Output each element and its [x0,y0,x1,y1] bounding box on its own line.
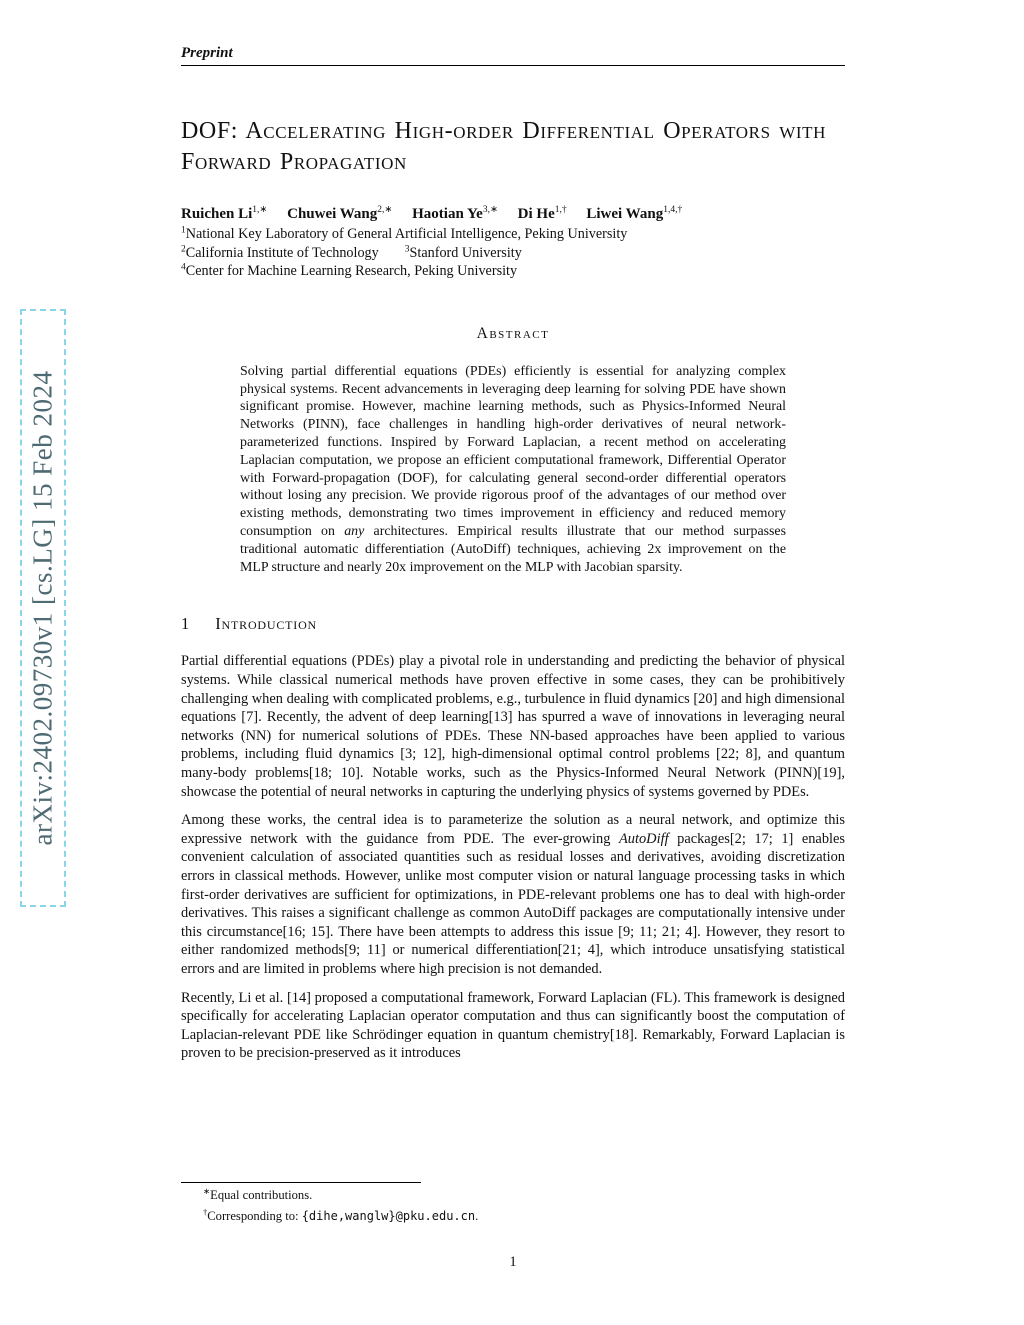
author-1 [181,206,267,222]
section-title: Introduction [215,614,318,634]
header-rule [181,65,845,66]
footnote-email: {dihe,wanglw}@pku.edu.cn [301,1208,476,1223]
footnote-marker: † [203,1206,208,1217]
footnote-text: Corresponding to: [207,1208,302,1223]
footnote-corresponding [181,1208,845,1225]
affiliation-text: California Institute of Technology [185,244,379,261]
author-superscript: 1,4,† [663,205,683,216]
affiliation-list [181,225,845,281]
intro-paragraph-2-part1: Among these works, the central idea is to parameterize the solution as a neural network, and optimize this expressive network with the guidance from PDE. The ever-growing [181,812,845,847]
author-5 [586,206,682,222]
author-name: Liwei Wang [586,206,664,223]
author-name: Haotian Ye [412,206,483,223]
paper-content-column [181,0,845,1063]
author-2 [287,206,392,222]
footnote-equal-contributions [181,1187,845,1204]
preprint-label: Preprint [181,45,233,61]
author-superscript: 1,∗ [252,205,268,216]
affiliation-text: Stanford University [409,244,522,261]
affiliation-superscript: 2 [181,244,186,255]
paper-title: DOF: Accelerating High-order Differential Operators with Forward Propagation [181,118,827,176]
affiliation-text: National Key Laboratory of General Artificial Intelligence, Peking University [185,226,628,243]
affiliation-line [181,262,845,281]
arxiv-watermark [20,309,66,907]
footnote-text-end: . [475,1208,479,1223]
affiliation-line [181,244,845,263]
abstract-text-part2: architectures. Empirical results illustrate that our method surpasses traditional automatic differentiation (AutoDiff) techniques, achieving 2x improvement on the MLP structure and nearly 20x improvement on the MLP with Jacobian sparsity. [240,524,786,575]
author-superscript: 2,∗ [377,205,393,216]
author-name: Di He [517,206,555,223]
footnote-marker: ∗ [203,1185,211,1196]
affiliation-superscript: 3 [404,244,410,255]
author-4 [518,206,567,222]
affiliation-superscript: 1 [181,225,186,236]
affiliation-line [181,225,845,244]
abstract-heading: Abstract [476,324,550,342]
author-name: Ruichen Li [181,206,253,223]
footnote-area [181,1182,845,1224]
author-superscript: 1,† [554,205,567,216]
author-superscript: 3,∗ [482,205,498,216]
abstract-text [240,363,786,577]
author-list [181,206,845,223]
affiliation-text: Center for Machine Learning Research, Peking University [185,263,518,280]
arxiv-watermark-text: arXiv:2402.09730v1 [cs.LG] 15 Feb 2024 [27,370,58,846]
intro-paragraph-2 [181,811,845,978]
section-number: 1 [181,614,190,634]
abstract-text-part1: Solving partial differential equations (PDEs) efficiently is essential for analyzing complex physical systems. Recent advancements in leveraging deep learning for solving PDE have shown significant promise. However, machine learning methods, such as Physics-Informed Neural Networks (PINN), face challenges in handling high-order derivatives of neural network-parameterized functions. Inspired by Forward Laplacian, a recent method on accelerating Laplacian computation, we propose an efficient computational framework, Differential Operator with Forward-propagation (DOF), for calculating general second-order differential operators without losing any precision. We provide rigorous proof of the advantages of our method over existing methods, demonstrating two times improvement in efficiency and reduced memory consumption on [240,363,786,540]
page-header [181,0,845,66]
affiliation-superscript: 4 [181,262,186,273]
footnote-rule [181,1182,421,1183]
author-name: Chuwei Wang [287,206,378,223]
intro-paragraph-1: Partial differential equations (PDEs) play a pivotal role in understanding and predicting the behavior of physical systems. While classical numerical methods have proven effective in some cases, they can be prohibitively challenging when dealing with complicated problems, e.g., turbulence in fluid dynamics [20] and high dimensional equations [7]. Recently, the advent of deep learning[13] has spurred a wave of innovations in leveraging neural networks (NN) for numerical solutions of PDEs. These NN-based approaches have been applied to various problems, including fluid dynamics [3; 12], high-dimensional optimal control problems [22; 8], and quantum many-body problems[18; 10]. Notable works, such as the Physics-Informed Neural Network (PINN)[19], showcase the potential of neural networks in capturing the underlying physics of systems governed by PDEs. [181,653,845,800]
section-heading-introduction [181,614,845,634]
footnote-text: Equal contributions. [210,1188,313,1202]
intro-paragraph-2-part2: packages[2; 17; 1] enables convenient calculation of associated quantities such as residual losses and derivatives, avoiding discretization errors in classical methods. However, unlike most computer vision or natural language processing tasks in which first-order derivatives are sufficient for optimizations, in PDE-relevant problems one has to deal with high-order derivatives. This raises a significant challenge as common AutoDiff packages are computationally intensive under this circumstance[16; 15]. There have been attempts to address this issue [9; 11; 21; 4]. However, they resort to either randomized methods[9; 11] or numerical differentiation[21; 4], which introduce unsatisfying statistical errors and are limited in problems where high precision is not demanded. [181,830,846,977]
abstract-italic-word: any [344,524,365,540]
page-number: 1 [509,1254,517,1270]
intro-paragraph-2-italic: AutoDiff [619,830,669,847]
intro-paragraph-3: Recently, Li et al. [14] proposed a computational framework, Forward Laplacian (FL). This framework is designed specifically for accelerating Laplacian operator computation and thus can significantly boost the computation of Laplacian-relevant PDE like Schrödinger equation in quantum chemistry[18]. Remarkably, Forward Laplacian is proven to be precision-preserved as it introduces [181,989,845,1062]
author-3 [412,206,498,222]
